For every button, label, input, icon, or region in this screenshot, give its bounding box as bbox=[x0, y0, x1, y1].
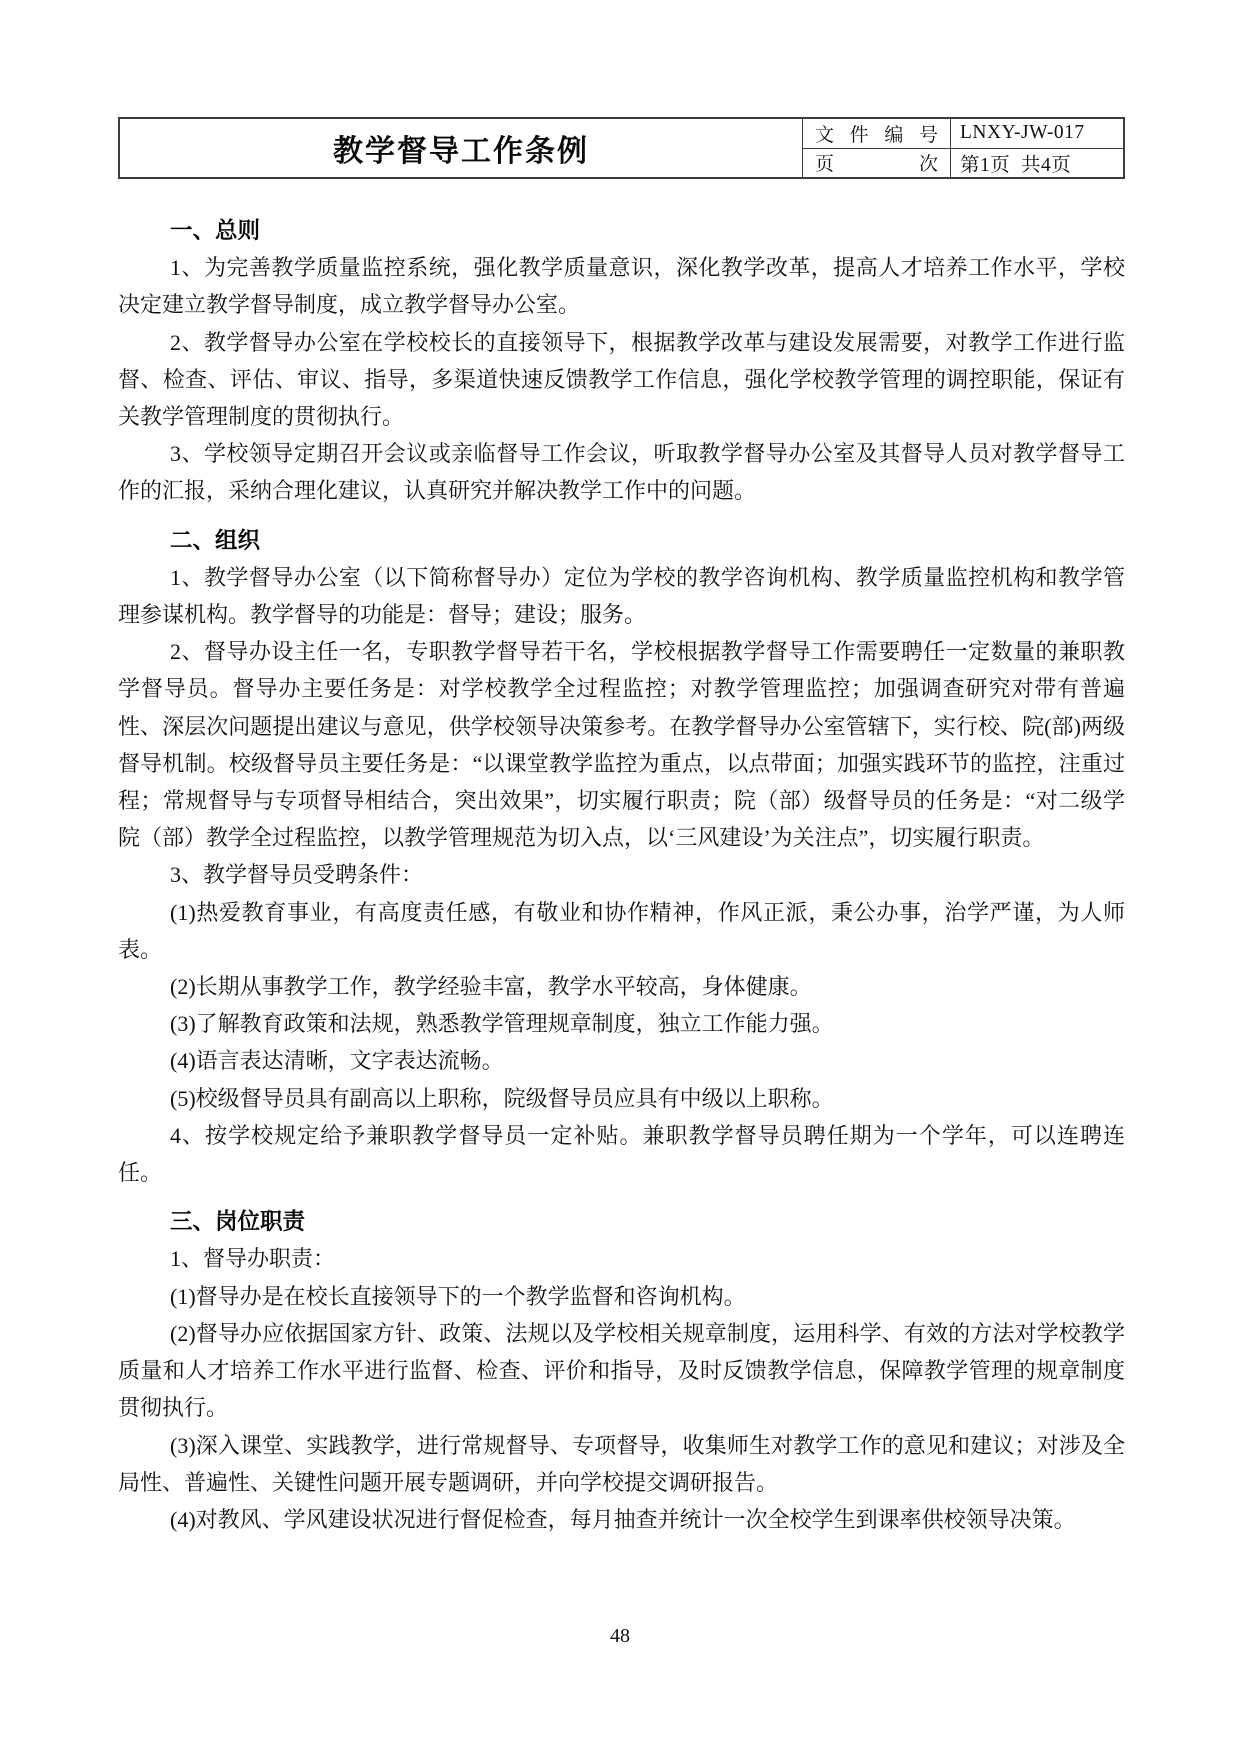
section bbox=[118, 212, 1125, 510]
page-index-label: 页 次 bbox=[815, 154, 938, 176]
header-table bbox=[118, 117, 1125, 179]
paragraph: 4、按学校规定给予兼职教学督导员一定补贴。兼职教学督导员聘任期为一个学年，可以连聘连任。 bbox=[118, 1122, 1125, 1186]
section-heading: 一、总则 bbox=[170, 218, 261, 243]
document-body bbox=[118, 200, 1125, 1538]
page-index-value: 第1页 共4页 bbox=[960, 154, 1072, 176]
paragraph: (5)校级督导员具有副高以上职称，院级督导员应具有中级以上职称。 bbox=[170, 1085, 834, 1111]
doc-number-row bbox=[803, 119, 1123, 149]
paragraph: 3、学校领导定期召开会议或亲临督导工作会议，听取教学督导办公室及其督导人员对教学督导工作的汇报，采纳合理化建议，认真研究并解决教学工作中的问题。 bbox=[118, 441, 1125, 504]
doc-number-value: LNXY-JW-017 bbox=[960, 122, 1085, 144]
title-cell bbox=[120, 119, 803, 177]
paragraph: (4)对教风、学风建设状况进行督促检查，每月抽查并统计一次全校学生到课率供校领导决策。 bbox=[170, 1506, 1076, 1532]
page-index-row bbox=[803, 149, 1123, 178]
paragraph: 3、教学督导员受聘条件： bbox=[170, 862, 424, 888]
section bbox=[118, 522, 1125, 1192]
section-heading: 三、岗位职责 bbox=[170, 1209, 306, 1235]
page-number: 48 bbox=[610, 1625, 630, 1647]
paragraph: (4)语言表达清晰，文字表达流畅。 bbox=[170, 1048, 504, 1074]
paragraph: (3)深入课堂、实践教学，进行常规督导、专项督导，收集师生对教学工作的意见和建议；对涉及全局性、普遍性、关键性问题开展专题调研，并向学校提交调研报告。 bbox=[118, 1432, 1125, 1495]
paragraph: 1、为完善教学质量监控系统，强化教学质量意识，深化教学改革，提高人才培养工作水平，学校决定建立教学督导制度，成立教学督导办公室。 bbox=[118, 255, 1125, 318]
paragraph: (2)督导办应依据国家方针、政策、法规以及学校相关规章制度，运用科学、有效的方法对学校教学质量和人才培养工作水平进行监督、检查、评价和指导，及时反馈教学信息，保障教学管理的规章制度贯彻执行。 bbox=[118, 1320, 1125, 1421]
section bbox=[118, 1203, 1125, 1538]
section-heading: 二、组织 bbox=[170, 527, 261, 553]
paragraph: (2)长期从事教学工作，教学经验丰富，教学水平较高，身体健康。 bbox=[170, 974, 812, 1000]
doc-number-label: 文 件 编 号 bbox=[815, 124, 938, 146]
paragraph: 2、督导办设主任一名，专职教学督导若干名，学校根据教学督导工作需要聘任一定数量的兼职教学督导员。督导办主要任务是：对学校教学全过程监控；对教学管理监控；加强调查研究对带有普遍性、深层次问题提出建议与意见，供学校领导决策参考。在教学督导办公室管辖下，实行校、院(部)两级督导机制。校级督导员主要任务是：“以课堂教学监控为重点，以点带面；加强实践环节的监控，注重过程；常规督导与专项督导相结合，突出效果”，切实履行职责；院（部）级督导员的任务是：“对二级学院（部）教学全过程监控，以教学管理规范为切入点，以‘三风建设’为关注点”，切实履行职责。 bbox=[118, 639, 1125, 851]
doc-number-label-cell bbox=[803, 119, 951, 148]
paragraph: (1)热爱教育事业，有高度责任感，有敬业和协作精神，作风正派，秉公办事，治学严谨，为人师表。 bbox=[118, 899, 1125, 962]
document-title: 教学督导工作条例 bbox=[333, 135, 589, 168]
paragraph: (1)督导办是在校长直接领导下的一个教学监督和咨询机构。 bbox=[170, 1283, 746, 1309]
header-meta bbox=[803, 119, 1123, 177]
paragraph: 2、教学督导办公室在学校校长的直接领导下，根据教学改革与建设发展需要，对教学工作进行监督、检查、评估、审议、指导，多渠道快速反馈教学工作信息，强化学校教学管理的调控职能，保证有关教学管理制度的贯彻执行。 bbox=[118, 329, 1125, 430]
paragraph: 1、督导办职责： bbox=[170, 1246, 336, 1272]
page-index-label-cell bbox=[803, 149, 951, 178]
paragraph: (3)了解教育政策和法规，熟悉教学管理规章制度，独立工作能力强。 bbox=[170, 1011, 834, 1037]
paragraph: 1、教学督导办公室（以下简称督导办）定位为学校的教学咨询机构、教学质量监控机构和教学管理参谋机构。教学督导的功能是：督导；建设；服务。 bbox=[118, 564, 1125, 628]
